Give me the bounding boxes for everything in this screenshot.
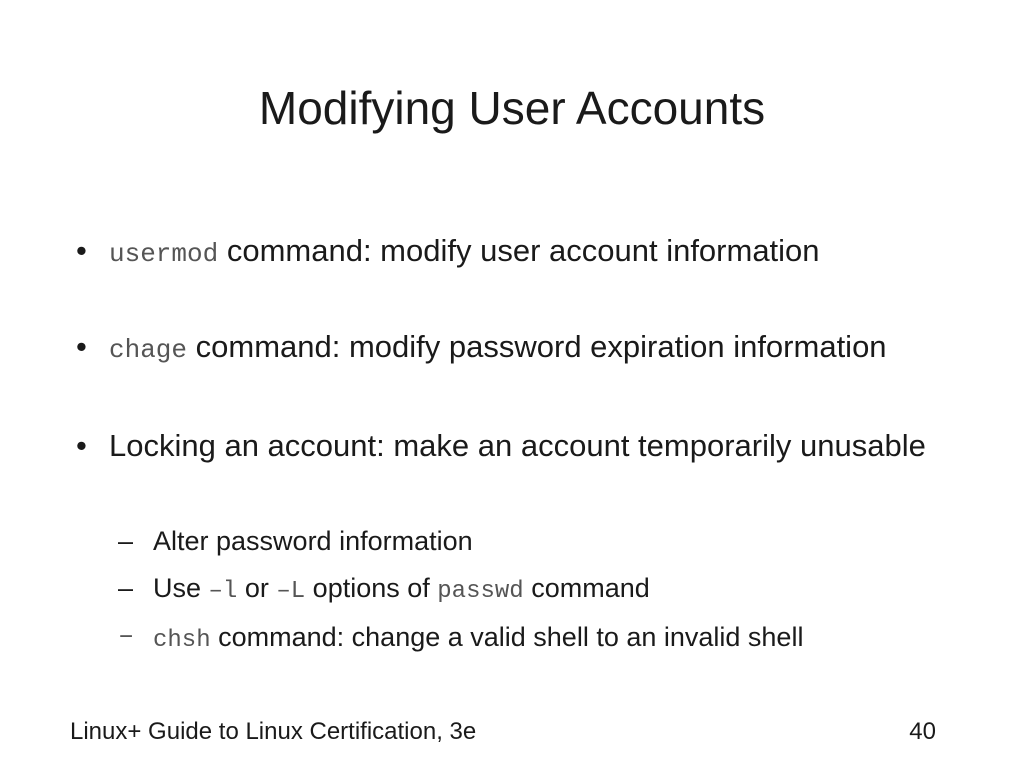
option-code: –l xyxy=(208,578,238,605)
bullet-marker: • xyxy=(76,329,87,364)
dash-marker: – xyxy=(118,526,134,556)
subitem-passwd-options xyxy=(118,566,948,614)
bullet-text xyxy=(109,228,956,277)
footer-page-number: 40 xyxy=(909,718,936,745)
bullet-item-locking xyxy=(76,423,956,468)
command-code: chage xyxy=(109,335,188,365)
subitem-text-part: or xyxy=(237,573,277,603)
command-code: usermod xyxy=(109,239,219,269)
bullet-text xyxy=(109,324,956,373)
option-code: –L xyxy=(276,578,306,605)
slide-title: Modifying User Accounts xyxy=(258,82,766,134)
subitem-text-part: Use xyxy=(153,573,209,603)
subitem-text-part: command xyxy=(523,573,650,603)
bullet-description: command: modify user account information xyxy=(218,233,820,268)
subitem-text xyxy=(153,615,948,663)
command-code: chsh xyxy=(153,627,211,654)
bullet-item-chage xyxy=(76,324,956,373)
bullet-description: command: modify password expiration information xyxy=(187,329,887,364)
subitem-text: Alter password information xyxy=(153,526,473,556)
subitem-description: command: change a valid shell to an invalid shell xyxy=(210,622,804,652)
bullet-marker: • xyxy=(76,233,87,268)
dash-marker: – xyxy=(118,573,134,603)
bullet-item-usermod xyxy=(76,228,956,277)
command-code: passwd xyxy=(437,578,524,605)
bullet-marker: • xyxy=(76,428,87,463)
subitem-text xyxy=(153,566,948,614)
dash-marker: – xyxy=(118,622,135,652)
subitem-alter-password xyxy=(118,519,948,564)
subitem-text-part: options of xyxy=(305,573,438,603)
bullet-text: Locking an account: make an account temporarily unusable xyxy=(109,428,926,463)
subitem-chsh xyxy=(118,615,948,663)
footer-course-title: Linux+ Guide to Linux Certification, 3e xyxy=(70,718,477,745)
